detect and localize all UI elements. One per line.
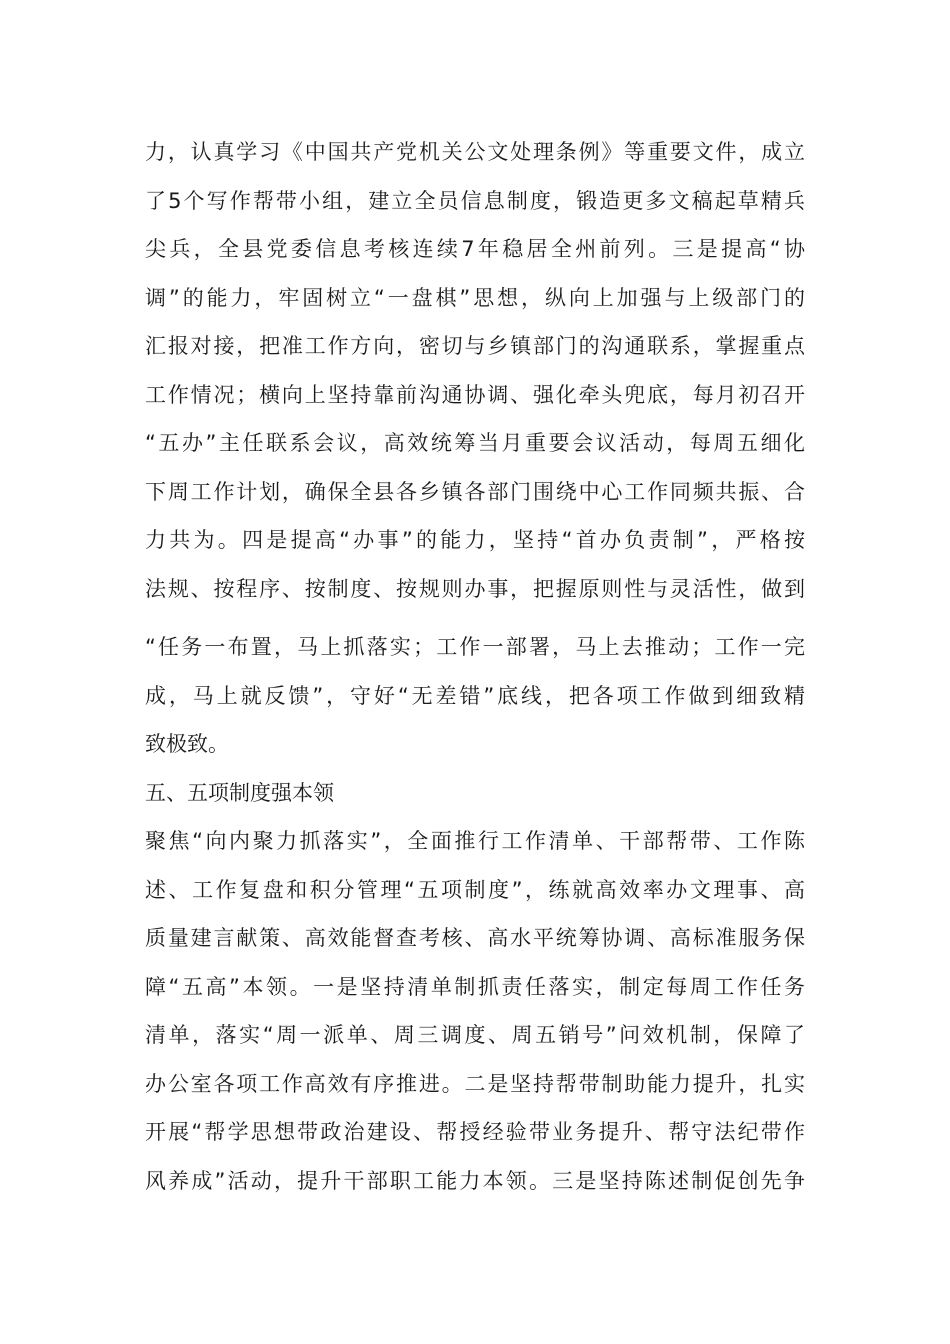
text-line-10: 法规、按程序、按制度、按规则办事，把握原则性与灵活性，做到	[145, 577, 805, 601]
text-line-9: 力共为。四是提高“办事”的能力，坚持“首办负责制”，严格按	[145, 528, 805, 552]
text-line-18: 障“五高”本领。一是坚持清单制抓责任落实，制定每周工作任务	[145, 975, 805, 999]
text-line-22: 风养成”活动，提升干部职工能力本领。三是坚持陈述制促创先争	[145, 1169, 805, 1193]
text-line-5: 汇报对接，把准工作方向，密切与乡镇部门的沟通联系，掌握重点	[145, 334, 805, 358]
text-line-11: “任务一布置，马上抓落实；工作一部署，马上去推动；工作一完	[145, 635, 805, 659]
text-line-7: “五办”主任联系会议，高效统筹当月重要会议活动，每周五细化	[145, 431, 805, 455]
text-line-19: 清单，落实“周一派单、周三调度、周五销号”问效机制，保障了	[145, 1023, 805, 1047]
text-line-13: 致极致。	[145, 732, 229, 756]
text-line-20: 办公室各项工作高效有序推进。二是坚持帮带制助能力提升，扎实	[145, 1072, 805, 1096]
text-line-8: 下周工作计划，确保全县各乡镇各部门围绕中心工作同频共振、合	[145, 480, 805, 504]
text-line-1: 力，认真学习《中国共产党机关公文处理条例》等重要文件，成立	[145, 140, 805, 164]
text-line-3: 尖兵，全县党委信息考核连续7年稳居全州前列。三是提高“协	[145, 237, 805, 261]
section-heading: 五、五项制度强本领	[145, 781, 334, 805]
text-line-15: 聚焦“向内聚力抓落实”，全面推行工作清单、干部帮带、工作陈	[145, 829, 805, 853]
text-line-6: 工作情况；横向上坚持靠前沟通协调、强化牵头兜底，每月初召开	[145, 383, 805, 407]
text-line-17: 质量建言献策、高效能督查考核、高水平统筹协调、高标准服务保	[145, 926, 805, 950]
text-line-2: 了5个写作帮带小组，建立全员信息制度，锻造更多文稿起草精兵	[145, 189, 805, 213]
text-line-16: 述、工作复盘和积分管理“五项制度”，练就高效率办文理事、高	[145, 878, 805, 902]
text-line-12: 成，马上就反馈”，守好“无差错”底线，把各项工作做到细致精	[145, 684, 805, 708]
text-line-4: 调”的能力，牢固树立“一盘棋”思想，纵向上加强与上级部门的	[145, 286, 805, 310]
text-line-21: 开展“帮学思想带政治建设、帮授经验带业务提升、帮守法纪带作	[145, 1120, 805, 1144]
